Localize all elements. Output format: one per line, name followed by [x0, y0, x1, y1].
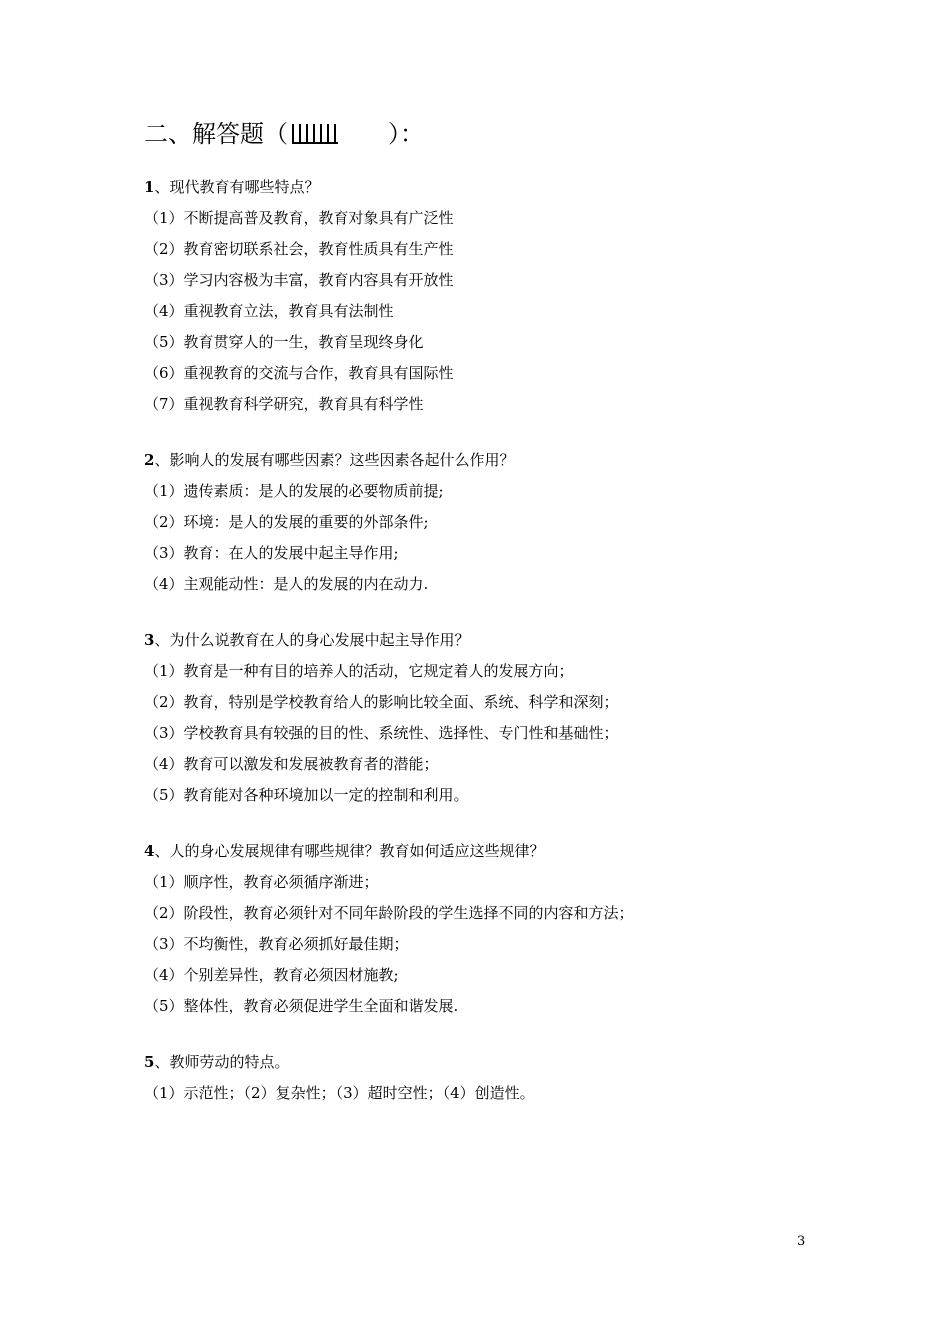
answer-item: （2）阶段性，教育必须针对不同年龄阶段的学生选择不同的内容和方法； — [144, 904, 634, 922]
page-number: 3 — [797, 1234, 806, 1249]
answer-item: （1）遗传素质：是人的发展的必要物质前提; — [144, 482, 444, 500]
question-number: 5 — [144, 1053, 155, 1071]
question-block — [144, 625, 844, 811]
question-number: 3 — [144, 631, 155, 649]
heading-suffix: ）： — [388, 120, 424, 148]
section-heading — [144, 118, 844, 150]
missing-glyph-placeholder — [288, 122, 388, 146]
answer-item: （2）教育，特别是学校教育给人的影响比较全面、系统、科学和深刻； — [144, 693, 619, 711]
question-text: 、影响人的发展有哪些因素？这些因素各起什么作用？ — [154, 451, 515, 469]
answer-item: （5）整体性，教育必须促进学生全面和谐发展. — [144, 997, 459, 1015]
answer-item: （1）教育是一种有目的培养人的活动，它规定着人的发展方向； — [144, 662, 574, 680]
answer-item: （2）教育密切联系社会，教育性质具有生产性 — [144, 240, 454, 258]
question-block — [144, 172, 844, 420]
answer-item: （3）学校教育具有较强的目的性、系统性、选择性、专门性和基础性； — [144, 724, 619, 742]
document-page — [144, 118, 844, 1134]
answer-item: （4）重视教育立法，教育具有法制性 — [144, 302, 394, 320]
question-text: 、人的身心发展规律有哪些规律？教育如何适应这些规律？ — [154, 842, 545, 860]
question-title — [144, 836, 844, 867]
answer-item: （3）不均衡性，教育必须抓好最佳期； — [144, 935, 409, 953]
question-number: 4 — [144, 842, 155, 860]
question-title — [144, 172, 844, 203]
question-text: 、现代教育有哪些特点？ — [154, 178, 320, 196]
answer-item: （3）教育：在人的发展中起主导作用; — [144, 544, 399, 562]
answer-item: （6）重视教育的交流与合作，教育具有国际性 — [144, 364, 454, 382]
question-block — [144, 836, 844, 1022]
question-text: 、教师劳动的特点。 — [154, 1053, 290, 1071]
answer-item: （2）环境：是人的发展的重要的外部条件; — [144, 513, 429, 531]
answer-item: （4）个别差异性，教育必须因材施教; — [144, 966, 399, 984]
answer-item: （5）教育能对各种环境加以一定的控制和利用。 — [144, 786, 469, 804]
heading-prefix: 二、解答题（ — [144, 120, 288, 148]
question-list — [144, 172, 844, 1109]
question-block — [144, 1047, 844, 1109]
answer-item: （1）顺序性，教育必须循序渐进； — [144, 873, 379, 891]
question-title — [144, 625, 844, 656]
answer-item: （3）学习内容极为丰富，教育内容具有开放性 — [144, 271, 454, 289]
answer-item: （4）主观能动性：是人的发展的内在动力. — [144, 575, 429, 593]
question-number: 1 — [144, 178, 155, 196]
question-title — [144, 1047, 844, 1078]
answer-item: （1）不断提高普及教育，教育对象具有广泛性 — [144, 209, 454, 227]
question-title — [144, 445, 844, 476]
answer-item: （4）教育可以激发和发展被教育者的潜能； — [144, 755, 439, 773]
question-number: 2 — [144, 451, 155, 469]
answer-item: （1）示范性；（2）复杂性；（3）超时空性；（4）创造性。 — [144, 1084, 535, 1102]
question-text: 、为什么说教育在人的身心发展中起主导作用？ — [154, 631, 470, 649]
answer-item: （5）教育贯穿人的一生，教育呈现终身化 — [144, 333, 424, 351]
question-block — [144, 445, 844, 600]
answer-item: （7）重视教育科学研究，教育具有科学性 — [144, 395, 424, 413]
